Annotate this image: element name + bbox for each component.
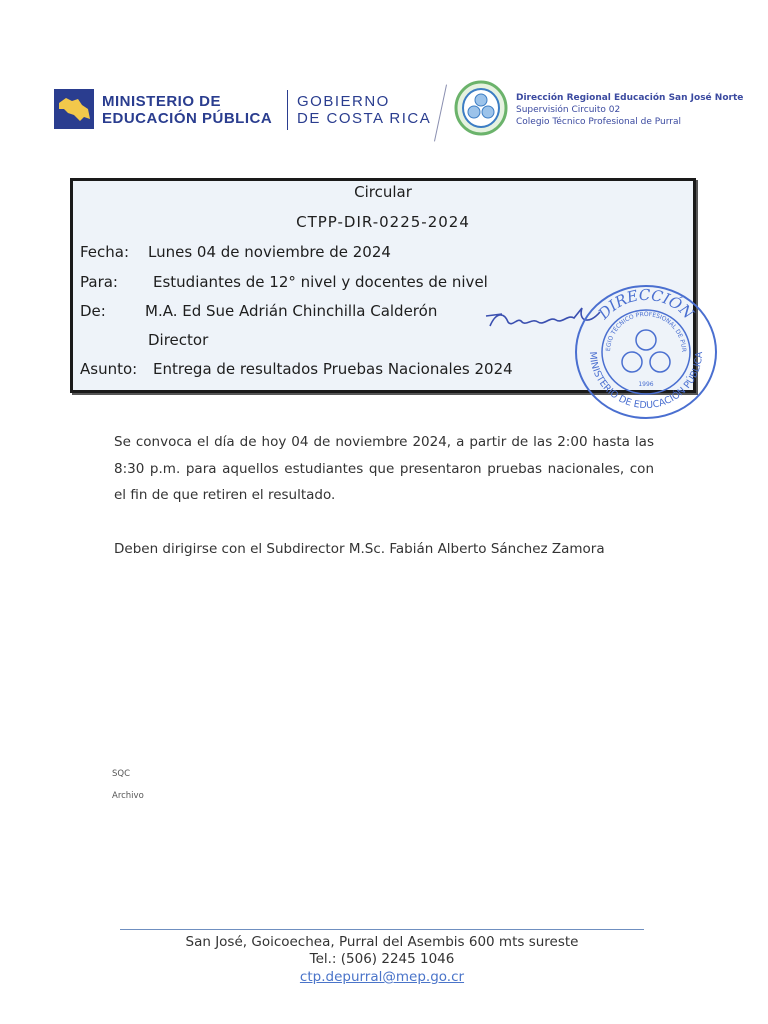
initials: SQC xyxy=(112,769,131,779)
stamp-bottom-text: MINISTERIO DE EDUCACIÓN PÚBLICA xyxy=(586,351,706,412)
para-value: Estudiantes de 12° nivel y docentes de nivel xyxy=(153,273,488,291)
footer-address: San José, Goicoechea, Purral del Asembis 600 mts sureste xyxy=(185,934,579,950)
mep-logo xyxy=(54,89,94,129)
de-value: M.A. Ed Sue Adrián Chinchilla Calderón xyxy=(145,302,438,320)
asunto-value: Entrega de resultados Pruebas Nacionales 2024 xyxy=(153,360,513,378)
fecha-value: Lunes 04 de noviembre de 2024 xyxy=(148,243,391,261)
footer-email-link[interactable]: ctp.depurral@mep.go.cr xyxy=(299,969,465,985)
de-label: De: xyxy=(80,302,106,320)
ministry-name: MINISTERIO DE EDUCACIÓN PÚBLICA xyxy=(102,93,273,127)
header-slash-divider xyxy=(434,85,447,142)
para-label: Para: xyxy=(80,273,118,291)
footer-divider xyxy=(120,929,644,930)
de-role: Director xyxy=(148,331,209,349)
stamp-inner-text: EGIO TÉCNICO PROFESIONAL DE PUR xyxy=(604,310,688,353)
supervision-circuit: Supervisión Circuito 02 xyxy=(516,105,621,115)
costa-rica-map-icon xyxy=(54,89,94,129)
footer-phone: Tel.: (506) 2245 1046 xyxy=(309,951,455,967)
body-paragraph-1: Se convoca el día de hoy 04 de noviembre 2024, a partir de las 2:00 hasta las 8:30 p.m. para aquellos estudiantes que presentaron pruebas nacionales, con el fin de que retiren el resultado. xyxy=(114,434,654,503)
regional-direction: Dirección Regional Educación San José Norte xyxy=(516,93,744,103)
government-name: GOBIERNO DE COSTA RICA xyxy=(297,93,432,127)
stamp-top-text: DIRECCIÓN xyxy=(594,285,698,323)
header-divider xyxy=(287,90,288,130)
archive-note: Archivo xyxy=(112,791,144,801)
school-info xyxy=(516,92,743,128)
school-logo xyxy=(454,80,508,136)
official-stamp xyxy=(572,282,720,422)
circular-code: CTPP-DIR-0225-2024 xyxy=(296,213,470,231)
body-paragraph-2: Deben dirigirse con el Subdirector M.Sc. Fabián Alberto Sánchez Zamora xyxy=(114,541,605,557)
circular-title: Circular xyxy=(354,183,412,201)
fecha-label: Fecha: xyxy=(80,243,130,261)
school-name: Colegio Técnico Profesional de Purral xyxy=(516,117,681,127)
asunto-label: Asunto: xyxy=(80,360,138,378)
stamp-year: 1996 xyxy=(638,381,654,388)
